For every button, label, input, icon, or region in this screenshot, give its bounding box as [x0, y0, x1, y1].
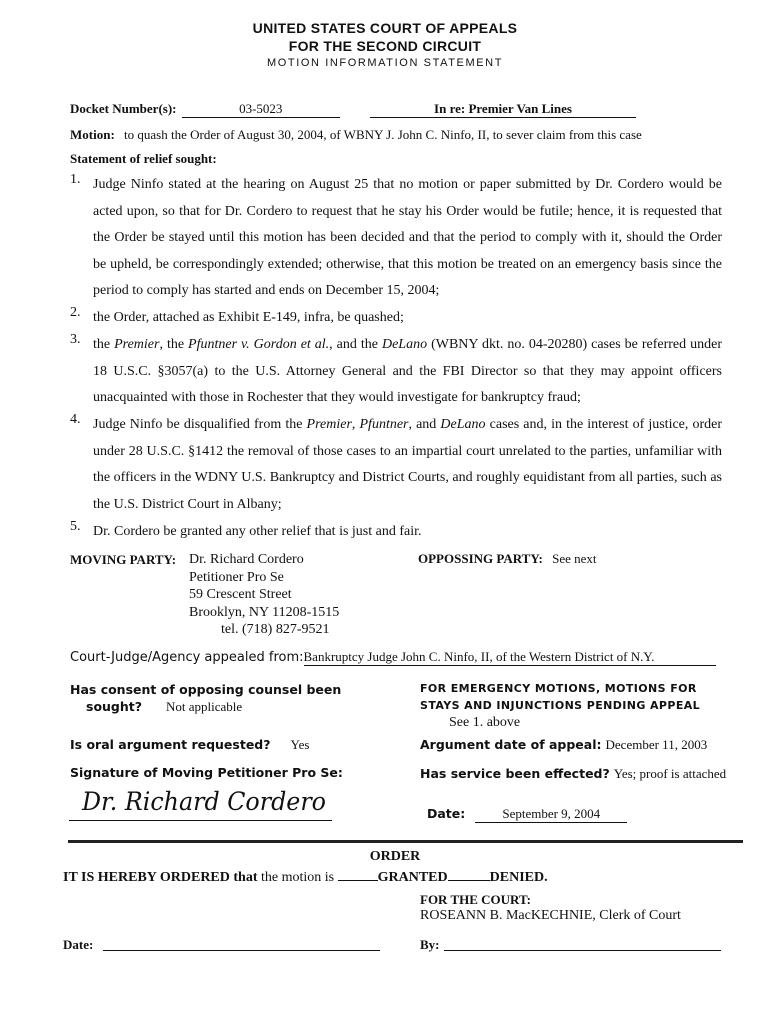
- relief-item: [70, 332, 722, 412]
- date-row: [427, 805, 627, 823]
- order-date-line[interactable]: [103, 950, 380, 951]
- circuit-title: FOR THE SECOND CIRCUIT: [288, 38, 482, 54]
- order-prefix: IT IS HEREBY ORDERED that: [63, 870, 258, 885]
- docket-label: Docket Number(s):: [70, 101, 177, 116]
- order-date-label: Date:: [63, 937, 94, 952]
- relief-item-text: Dr. Cordero be granted any other relief that is just and fair.: [93, 524, 422, 539]
- oral-argument-row: [70, 736, 309, 754]
- relief-item-text: Judge Ninfo stated at the hearing on August 25 that no motion or paper submitted by Dr. Cordero would be acted upon, so that for Dr. Cordero to request that he stay his Order would be futile; hence, it is requested that the Order be stayed until this motion has been decided and that the period to comply with it, should the Order be upheld, be correspondingly extended; otherwise, that this motion be treated on an emergency basis since the period to comply has started and ends on December 15, 2004;: [93, 177, 722, 299]
- relief-item-text: the Premier, the Pfuntner v. Gordon et al., and the DeLano (WBNY dkt. no. 04-20280) cases be referred under 18 U.S.C. §3057(a) to the U.S. Attorney General and the FBI Director so that they may appoint officers unacquainted with those in Rochester that they would investigate for bankruptcy fraud;: [93, 337, 722, 406]
- clerk-name: ROSEANN B. MacKECHNIE, Clerk of Court: [420, 908, 681, 923]
- by-signature-line[interactable]: [444, 950, 721, 951]
- service-value: Yes; proof is attached: [613, 766, 727, 781]
- relief-item-number: 4.: [70, 412, 81, 427]
- in-re-caption: In re: Premier Van Lines: [370, 101, 636, 118]
- signature-line: [69, 820, 332, 821]
- service-row: [420, 765, 726, 783]
- argument-date-label: Argument date of appeal:: [420, 737, 602, 752]
- handwritten-signature: [78, 784, 328, 820]
- moving-party-label: MOVING PARTY:: [70, 552, 177, 567]
- signature-label: Signature of Moving Petitioner Pro Se:: [70, 765, 343, 780]
- form-subtitle: MOTION INFORMATION STATEMENT: [266, 57, 504, 69]
- moving-party-city: Brooklyn, NY 11208-1515: [189, 604, 340, 620]
- consent-label: Has consent of opposing counsel been sought? Not applicable: [70, 682, 342, 714]
- relief-item-text: Judge Ninfo be disqualified from the Premier, Pfuntner, and DeLano cases and, in the interest of justice, order under 28 U.S.C. §1412 the removal of those cases to an impartial court unrelated to the parties, unfamiliar with the officers in the WDNY U.S. Bankruptcy and District Courts, and roughly equidistant from all parties, such as the U.S. District Court in Albany;: [93, 417, 723, 512]
- argument-date-row: [420, 736, 707, 754]
- order-heading: ORDER: [369, 849, 421, 864]
- oral-argument-label: Is oral argument requested?: [70, 737, 271, 752]
- opposing-party-row: [418, 551, 597, 567]
- relief-item-number: 2.: [70, 305, 81, 320]
- opposing-party-value: See next: [552, 551, 597, 566]
- moving-party-role: Petitioner Pro Se: [189, 569, 284, 585]
- moving-party-phone: tel. (718) 827-9521: [221, 622, 330, 637]
- relief-item: [70, 172, 722, 305]
- by-label: By:: [420, 937, 440, 952]
- emergency-heading: FOR EMERGENCY MOTIONS, MOTIONS FOR STAYS AND INJUNCTIONS PENDING APPEAL: [420, 682, 701, 712]
- date-value: September 9, 2004: [475, 806, 627, 823]
- relief-item-number: 5.: [70, 519, 81, 534]
- relief-item-text: the Order, attached as Exhibit E-149, infra, be quashed;: [93, 310, 404, 325]
- granted-option: GRANTED: [377, 870, 448, 885]
- oral-argument-value: Yes: [290, 737, 310, 752]
- relief-item: [70, 519, 722, 546]
- court-label: Court-Judge/Agency appealed from:: [70, 650, 304, 665]
- motion-row: [70, 127, 750, 143]
- opposing-party-label: OPPOSSING PARTY:: [418, 551, 543, 566]
- motion-text: to quash the Order of August 30, 2004, of WBNY J. John C. Ninfo, II, to sever claim from this case: [124, 127, 642, 142]
- order-middle: the motion is: [261, 870, 335, 885]
- relief-item-number: 3.: [70, 332, 81, 347]
- denied-blank[interactable]: [448, 880, 490, 881]
- for-the-court-label: FOR THE COURT:: [420, 892, 532, 907]
- court-value: Bankruptcy Judge John C. Ninfo, II, of the Western District of N.Y.: [304, 649, 716, 666]
- order-statement: [63, 870, 548, 886]
- docket-number: 03-5023: [182, 101, 340, 118]
- argument-date-value: December 11, 2003: [605, 737, 708, 752]
- emergency-value: See 1. above: [449, 715, 521, 730]
- service-label: Has service been effected?: [420, 766, 610, 781]
- relief-heading: Statement of relief sought:: [70, 151, 217, 166]
- court-title: UNITED STATES COURT OF APPEALS: [252, 20, 518, 36]
- moving-party-street: 59 Crescent Street: [189, 587, 292, 602]
- relief-item: [70, 305, 722, 332]
- order-divider: [68, 840, 743, 843]
- relief-item-number: 1.: [70, 172, 81, 187]
- granted-blank[interactable]: [338, 880, 378, 881]
- moving-party-name: Dr. Richard Cordero: [189, 552, 304, 567]
- date-label: Date:: [427, 806, 466, 821]
- court-row: [70, 648, 730, 666]
- relief-item: [70, 412, 722, 518]
- moving-party-address: [189, 551, 339, 639]
- docket-row: [70, 101, 750, 118]
- svg-text:Dr. Richard Cordero: Dr. Richard Cordero: [81, 787, 326, 816]
- motion-label: Motion:: [70, 127, 115, 142]
- consent-value: Not applicable: [166, 699, 243, 714]
- denied-option: DENIED.: [489, 870, 548, 885]
